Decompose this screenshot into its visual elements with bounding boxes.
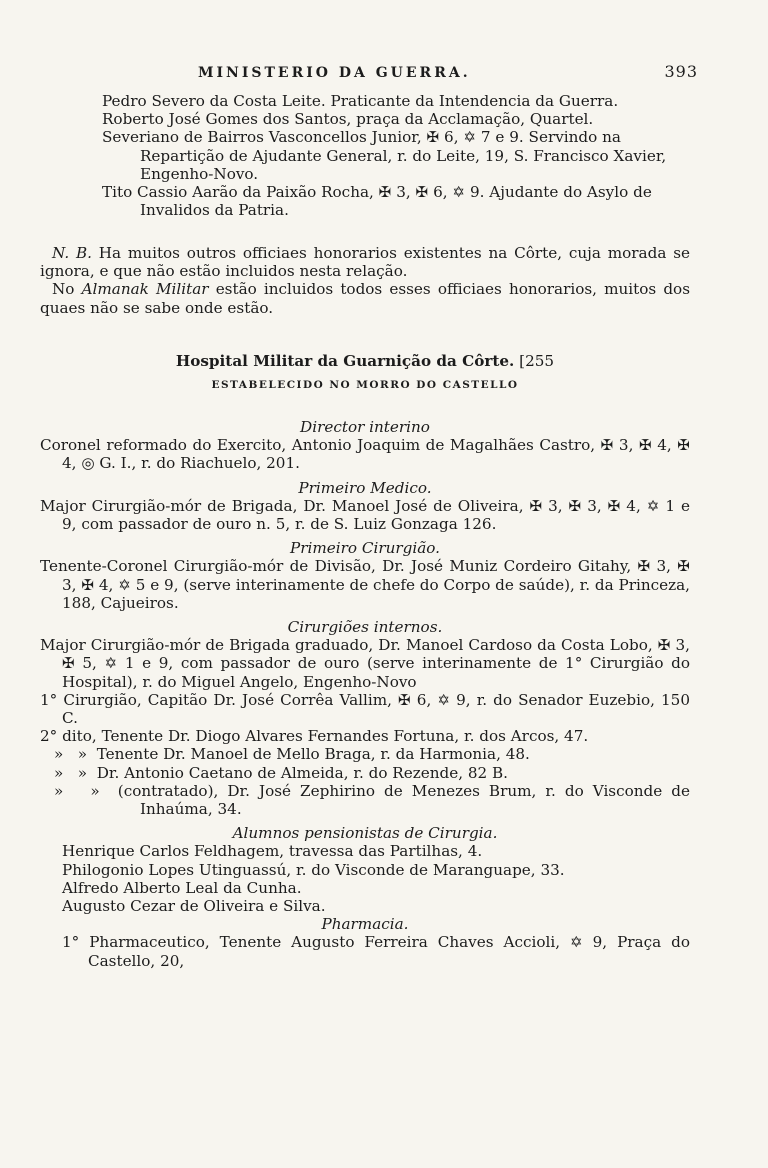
section-heading: Director interino: [300, 418, 430, 436]
list-item: Philogonio Lopes Utinguassú, r. do Visconde de Maranguape, 33.: [62, 860, 565, 879]
nb-label: N. B.: [52, 244, 92, 262]
page-number: 393: [664, 62, 698, 81]
hospital-subtitle: ESTABELECIDO NO MORRO DO CASTELLO: [211, 379, 519, 392]
list-item: Alfredo Alberto Leal da Cunha.: [62, 878, 302, 897]
list-item: Tito Cassio Aarão da Paixão Rocha, ✠ 3, ✠ 6, ✡ 9. Ajudante do Asylo de Invalidos da Patria.: [102, 183, 652, 220]
alferes-list: [40, 92, 690, 219]
list-item: » » (contratado), Dr. José Zephirino de Menezes Brum, r. do Visconde de Inhaúma, 34.: [54, 781, 695, 819]
list-item: Major Cirurgião-mór de Brigada graduado, Dr. Manoel Cardoso da Costa Lobo, ✠ 3, ✠ 5, ✡ 1 e 9, com passador de ouro (serve interinamente de 1° Cirurgião do Hospital), r. do Miguel Angelo, Engenho-Novo: [40, 636, 690, 691]
list-item: Coronel reformado do Exercito, Antonio Joaquim de Magalhães Castro, ✠ 3, ✠ 4, ✠ 4, ◎ G. I., r. do Riachuelo, 201.: [40, 436, 690, 473]
hospital-sections: [40, 418, 695, 970]
hospital-title: Hospital Militar da Guarnição da Côrte.: [175, 352, 515, 370]
running-title: MINISTERIO DA GUERRA.: [198, 65, 471, 81]
section-heading: Alumnos pensionistas de Cirurgia.: [232, 824, 498, 843]
list-item: Severiano de Bairros Vasconcellos Junior, ✠ 6, ✡ 7 e 9. Servindo na Repartição de Ajudante General, r. do Leite, 19, S. Francisco Xavier, Engenho-Novo.: [102, 128, 667, 183]
list-item: 1° Pharmaceutico, Tenente Augusto Ferreira Chaves Accioli, ✡ 9, Praça do Castello, 20,: [62, 933, 690, 970]
section-heading: Pharmacia.: [321, 915, 409, 934]
section-heading: Primeiro Medico.: [298, 478, 432, 497]
list-item: Roberto José Gomes dos Santos, praça da Acclamação, Quartel.: [102, 110, 594, 129]
hospital-heading: [40, 352, 690, 394]
list-item: 2° dito, Tenente Dr. Diogo Alvares Fernandes Fortuna, r. dos Arcos, 47.: [40, 727, 589, 746]
nota-bene: N. B. Ha muitos outros officiaes honorarios existentes na Côrte, cuja morada se ignora, e que não estão incluidos nesta relação. No Almanak Militar estão incluidos todos esses officiaes honorarios, muitos dos quaes não se sabe onde estão.: [40, 244, 690, 317]
section-heading: Primeiro Cirurgião.: [290, 539, 440, 558]
almanak-title: Almanak Militar: [81, 280, 209, 299]
list-item: Henrique Carlos Feldhagem, travessa das Partilhas, 4.: [62, 842, 483, 861]
list-item: 1° Cirurgião, Capitão Dr. José Corrêa Vallim, ✠ 6, ✡ 9, r. do Senador Euzebio, 150 C.: [40, 690, 690, 728]
nb-text: Ha muitos outros officiaes honorarios existentes na Côrte, cuja morada se ignora, e que não estão incluidos nesta relação.: [40, 244, 690, 281]
section-heading: Cirurgiões internos.: [287, 618, 443, 637]
list-item: Augusto Cezar de Oliveira e Silva.: [62, 897, 326, 916]
list-item: Pedro Severo da Costa Leite. Praticante da Intendencia da Guerra.: [102, 92, 619, 110]
hospital-ref: [255: [519, 352, 555, 370]
list-item: » » Tenente Dr. Manoel de Mello Braga, r. da Harmonia, 48.: [54, 745, 530, 764]
list-item: Major Cirurgião-mór de Brigada, Dr. Manoel José de Oliveira, ✠ 3, ✠ 3, ✠ 4, ✡ 1 e 9, com passador de ouro n. 5, r. de S. Luiz Gonzaga 126.: [40, 496, 690, 534]
list-item: » » Dr. Antonio Caetano de Almeida, r. do Rezende, 82 B.: [54, 763, 509, 782]
page-header: [198, 62, 698, 81]
list-item: Tenente-Coronel Cirurgião-mór de Divisão, Dr. José Muniz Cordeiro Gitahy, ✠ 3, ✠ 3, ✠ 4, ✡ 5 e 9, (serve interinamente de chefe do Corpo de saúde), r. da Princeza, 188, Cajueiros.: [40, 557, 690, 612]
